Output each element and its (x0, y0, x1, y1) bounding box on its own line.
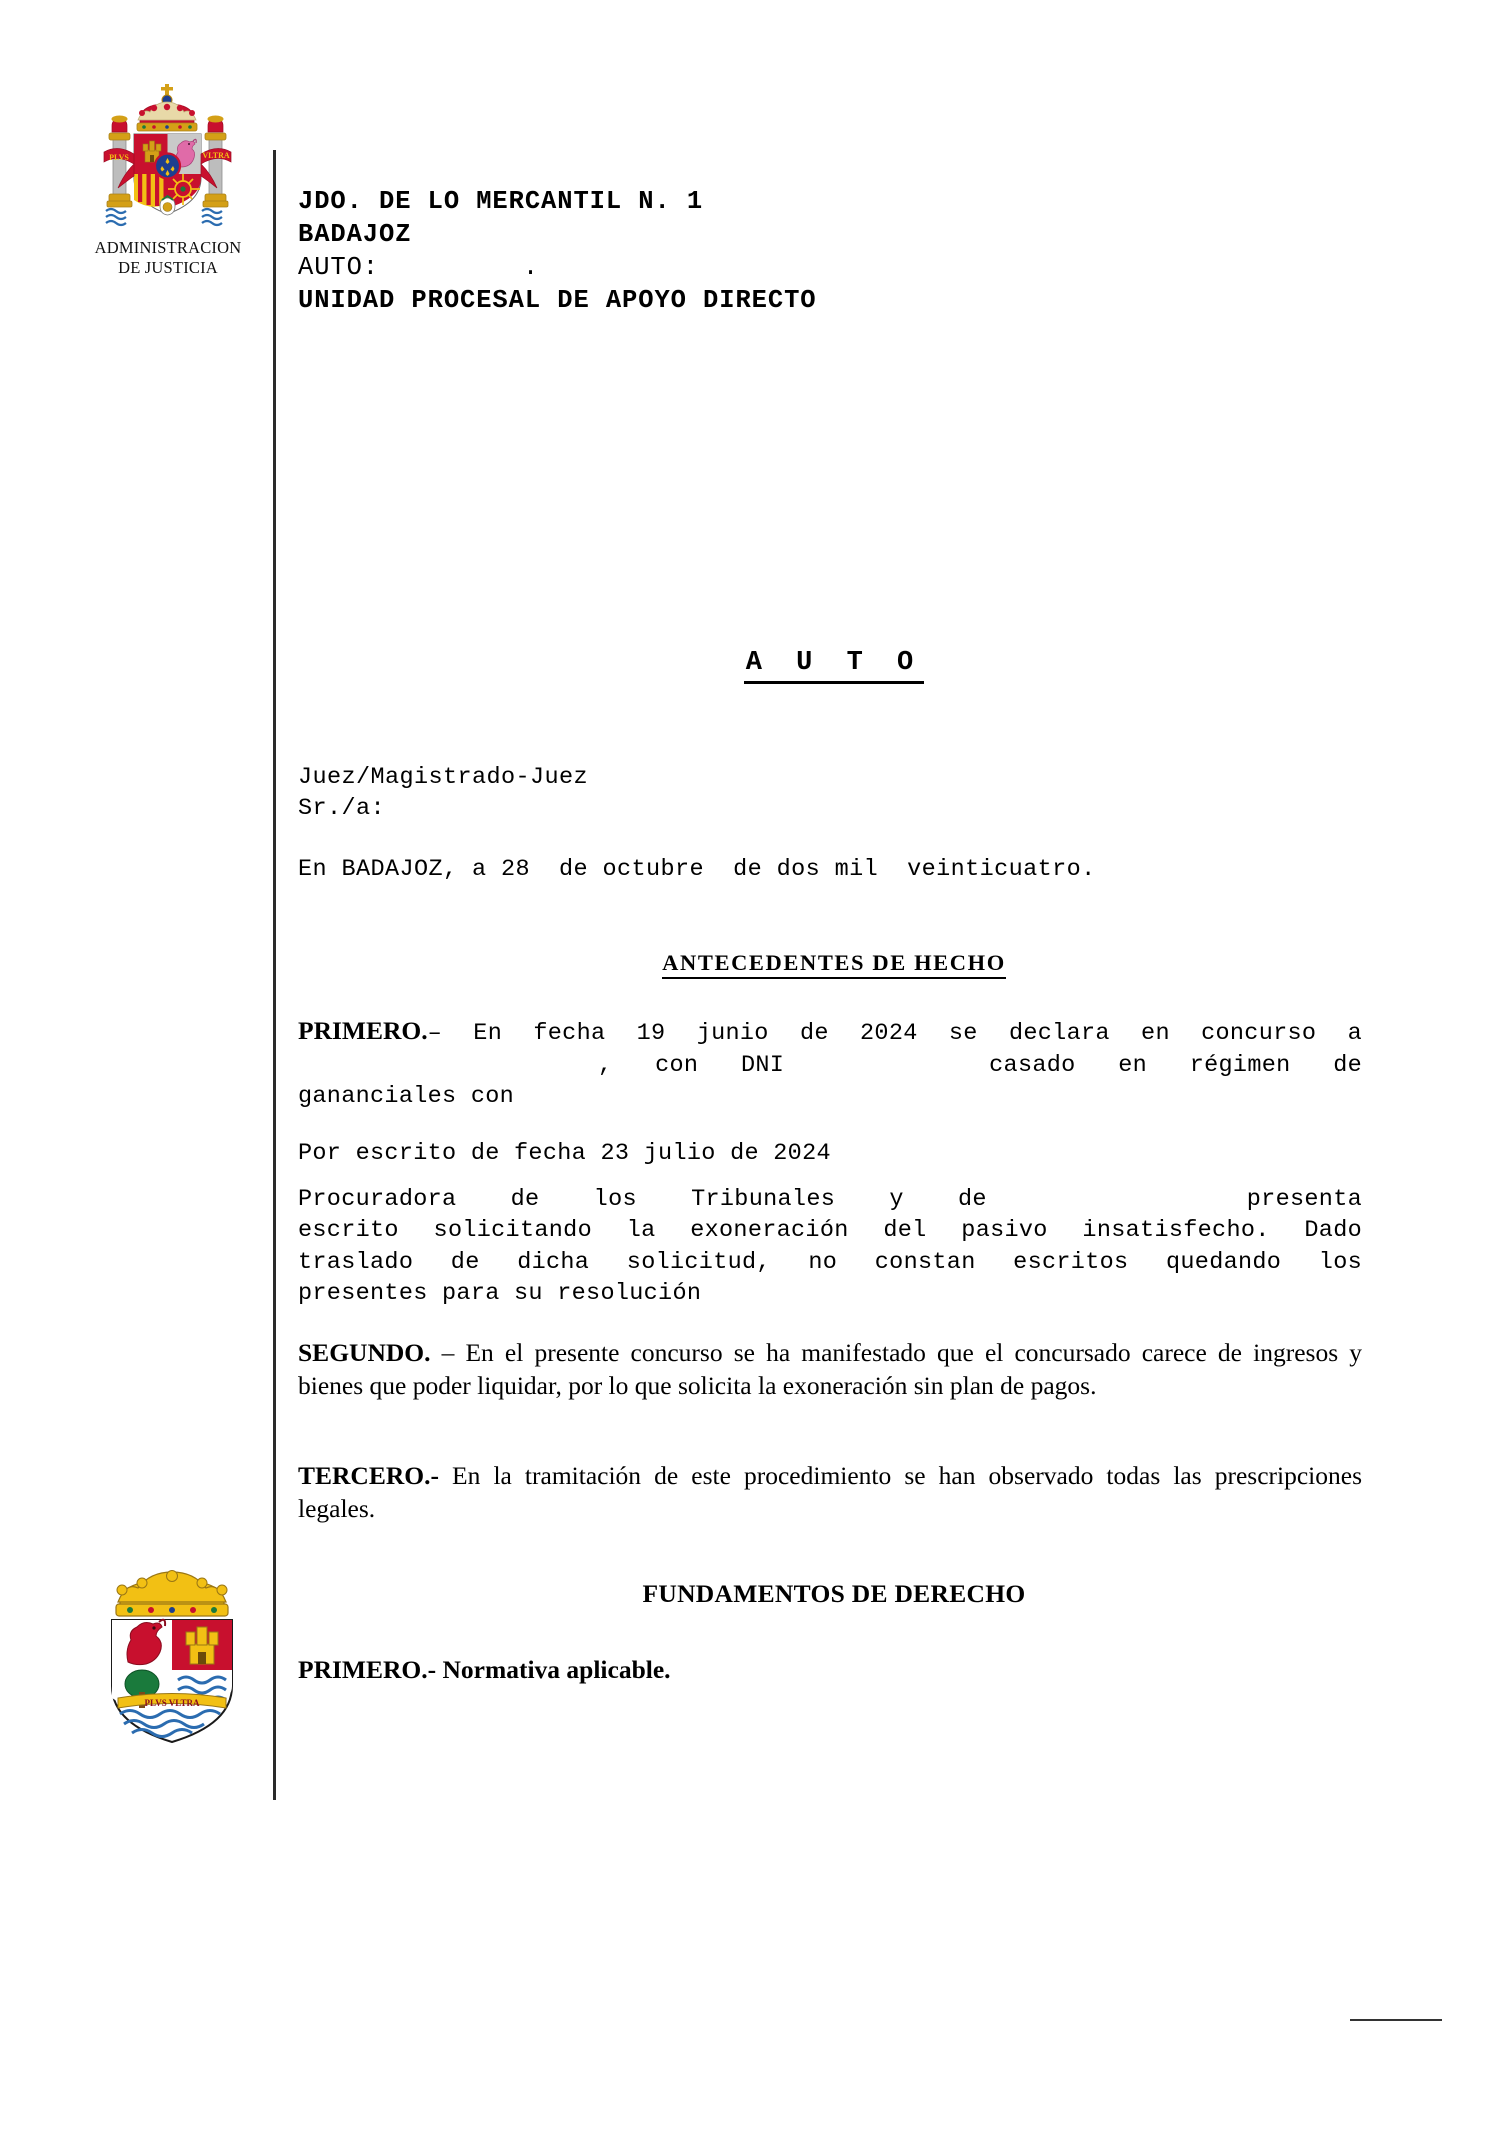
antecedente-segundo-lead: SEGUNDO. (298, 1338, 431, 1367)
antecedentes-heading-text: ANTECEDENTES DE HECHO (662, 950, 1006, 979)
antecedente-primero-line3: gananciales con (298, 1083, 515, 1111)
emblem-caption-line1: ADMINISTRACION (94, 238, 242, 257)
auto-number-row (298, 251, 1298, 284)
antecedentes-de-hecho-heading (298, 950, 1370, 976)
badajoz-coat-of-arms (98, 1558, 246, 1750)
antecedente-segundo-text: – En el presente concurso se ha manifestado que el concursado carece de ingresos y bienes que poder liquidar, por lo que solicita la exoneración sin plan de pagos. (298, 1338, 1362, 1401)
judge-block (298, 762, 588, 825)
escrito-line3: escrito solicitando la exoneración del pasivo insatisfecho. Dado (298, 1217, 1362, 1245)
court-city-line: BADAJOZ (298, 220, 412, 250)
svg-text:PLVS: PLVS (109, 153, 129, 162)
vertical-divider-rule (273, 150, 276, 1800)
escrito-line4: traslado de dicha solicitud, no constan escritos quedando los (298, 1248, 1362, 1276)
antecedente-primero-dash: – (427, 1020, 443, 1047)
auto-title-heading (298, 648, 1370, 678)
court-name-line1: JDO. DE LO MERCANTIL N. 1 (298, 187, 704, 216)
escrito-line1: Por escrito de fecha 23 julio de 2024 (298, 1140, 831, 1167)
antecedente-primero-text-c: casado en régimen de (989, 1051, 1362, 1079)
antecedente-primero-line1 (298, 1014, 1362, 1050)
emblem-caption (88, 238, 248, 278)
spain-national-emblem-icon (88, 78, 248, 236)
antecedente-segundo-paragraph (298, 1336, 1362, 1402)
svg-text:PLVS VLTRA: PLVS VLTRA (144, 1698, 200, 1708)
antecedente-tercero-paragraph (298, 1459, 1362, 1525)
auto-value: . (522, 253, 540, 283)
escrito-line2-tail: presenta (1246, 1185, 1362, 1213)
antecedente-primero-text-a: En fecha 19 junio de 2024 se declara en concurso a (442, 1020, 1362, 1047)
auto-title-text: A U T O (744, 648, 924, 684)
antecedente-primero-line2 (298, 1050, 1362, 1082)
auto-label: AUTO: (298, 253, 380, 283)
fundamentos-de-derecho-heading (298, 1579, 1370, 1609)
place-and-date-line: En BADAJOZ, a 28 de octubre de dos mil veinticuatro. (298, 856, 1096, 883)
fundamentos-heading-text: FUNDAMENTOS DE DERECHO (642, 1579, 1026, 1608)
badajoz-emblem-icon (98, 1558, 246, 1750)
escrito-line2 (298, 1184, 1362, 1216)
judge-name-line: Sr./a: (298, 795, 386, 823)
fundamento-primero-heading: PRIMERO.- Normativa aplicable. (298, 1655, 671, 1684)
escrito-line5: presentes para su resolución (298, 1280, 702, 1308)
left-margin-column (0, 0, 274, 2129)
antecedente-tercero-lead: TERCERO.- (298, 1461, 439, 1490)
antecedente-primero-paragraph (298, 1014, 1362, 1113)
court-header-block (298, 185, 1298, 318)
escrito-line2-text: Procuradora de los Tribunales y de (298, 1185, 987, 1213)
emblem-caption-line2: DE JUSTICIA (118, 258, 218, 278)
antecedente-tercero-text: En la tramitación de este procedimiento se han observado todas las prescripciones legales. (298, 1461, 1362, 1524)
antecedente-primero-text-b: , con DNI (598, 1051, 785, 1079)
svg-text:VLTRA: VLTRA (202, 151, 230, 160)
antecedente-escrito-paragraph (298, 1138, 1362, 1310)
antecedente-primero-lead: PRIMERO. (298, 1016, 428, 1045)
spanish-coat-of-arms (88, 78, 248, 278)
procedural-unit-line: UNIDAD PROCESAL DE APOYO DIRECTO (298, 286, 817, 316)
footer-rule (1350, 2019, 1442, 2021)
judge-role-line: Juez/Magistrado-Juez (298, 764, 589, 791)
